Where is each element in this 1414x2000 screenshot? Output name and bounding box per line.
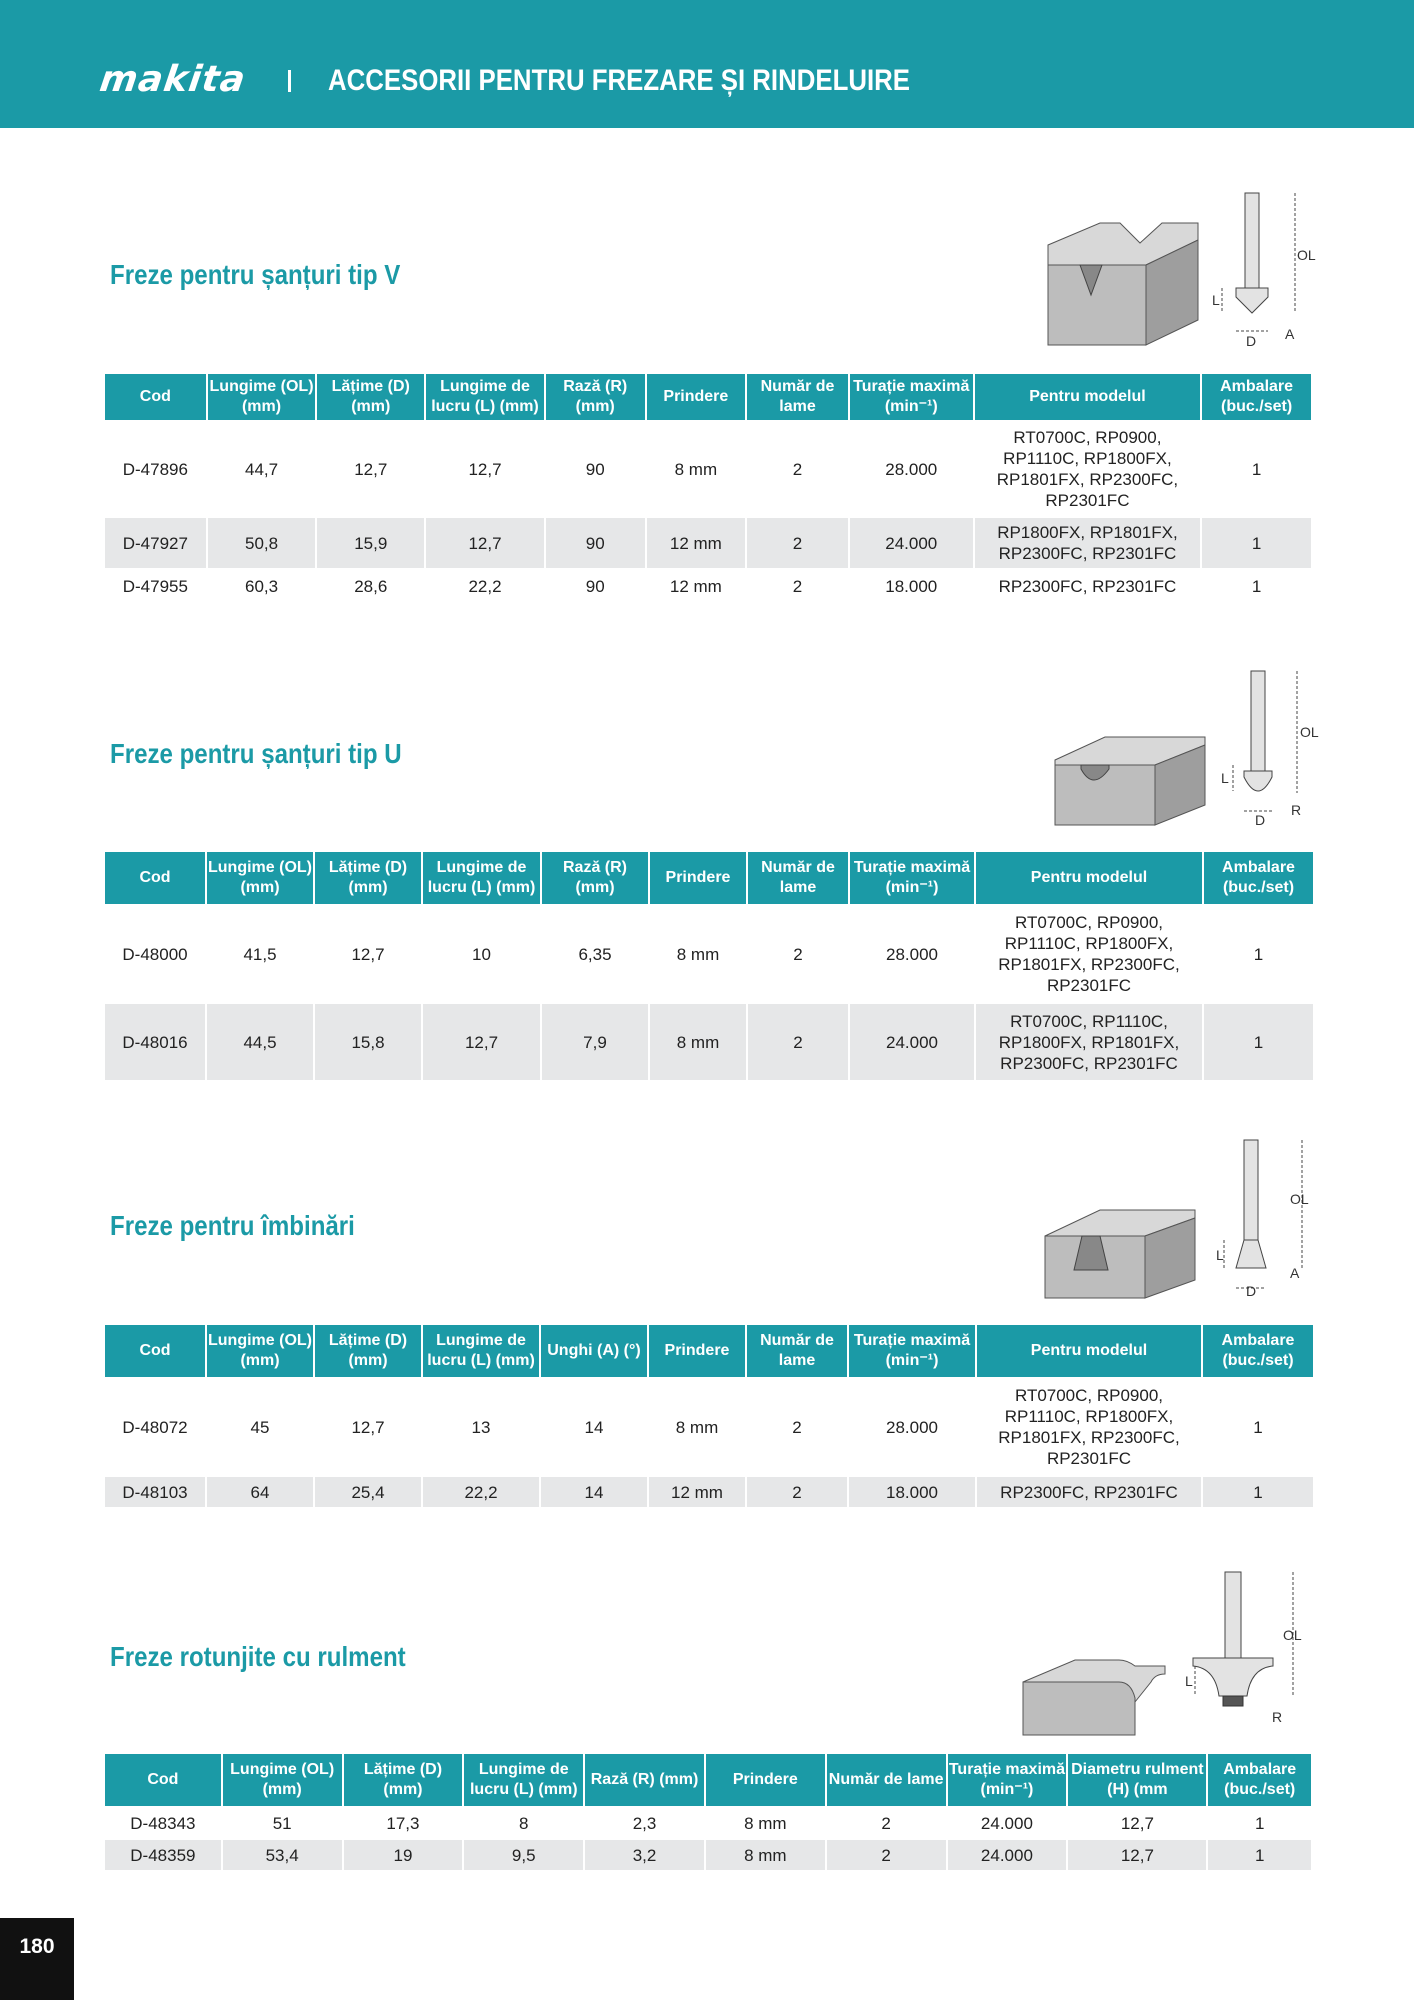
column-header: Lungime de lucru (L) (mm) (464, 1754, 583, 1806)
column-header: Lățime (D) (mm) (344, 1754, 463, 1806)
cell-code: D-48103 (105, 1477, 205, 1507)
cell: 2 (747, 518, 848, 568)
rounding-bit-diagram (1015, 1570, 1315, 1740)
cell: 64 (207, 1477, 313, 1507)
column-header: Număr de lame (747, 1325, 847, 1377)
table-row (105, 904, 1313, 1004)
cell: 51 (272, 1813, 292, 1833)
column-header: Cod (105, 1325, 205, 1377)
cell: 2 (827, 1840, 946, 1870)
cell: 8 (519, 1813, 529, 1833)
column-header: Prindere (706, 1754, 825, 1806)
cell: 2 (792, 459, 803, 479)
cell: 12,7 (1120, 1813, 1154, 1833)
cell: 8 mm (676, 944, 720, 964)
table-header-row (105, 374, 1311, 420)
dovetail-bit-diagram (1040, 1138, 1330, 1308)
u-groove-label-r: R (1291, 802, 1302, 818)
v-groove-label-a: A (1285, 326, 1295, 342)
cell: 12,7 (423, 1004, 540, 1080)
column-header: Lungime de lucru (L) (mm) (423, 1325, 539, 1377)
section-title-v-groove: Freze pentru șanțuri tip V (110, 259, 401, 290)
cell: 8 mm (744, 1813, 787, 1833)
v-groove-label-ol: OL (1297, 247, 1316, 263)
dovetail-label-l: L (1216, 1247, 1224, 1263)
cell: 6,35 (578, 944, 612, 964)
u-groove-label-ol: OL (1300, 724, 1319, 740)
rounding-label-l: L (1185, 1673, 1193, 1689)
cell: 2 (747, 1477, 847, 1507)
cell: 60,3 (244, 576, 279, 596)
v-groove-label-l: L (1212, 292, 1220, 308)
cell: 53,4 (223, 1840, 342, 1870)
cell: 8 mm (650, 1004, 746, 1080)
dovetail-label-d: D (1246, 1283, 1257, 1299)
cell: 1 (1253, 944, 1264, 964)
table-row (105, 518, 1311, 568)
column-header: Lățime (D) (mm) (315, 1325, 421, 1377)
column-header: Turație maximă (min⁻¹) (850, 374, 973, 420)
section-title-rounding: Freze rotunjite cu rulment (110, 1641, 406, 1672)
column-header: Număr de lame (747, 374, 848, 420)
cell: 19 (344, 1840, 463, 1870)
cell: 12,7 (354, 459, 388, 479)
cell: 28.000 (886, 944, 938, 964)
cell-models: RT0700C, RP0900, RP1110C, RP1800FX, RP1801FX, RP2300FC, RP2301FC (996, 428, 1179, 510)
u-groove-bit-diagram (1045, 665, 1335, 830)
cell: 44,5 (207, 1004, 313, 1080)
cell: 45 (250, 1417, 270, 1437)
cell: 25,4 (315, 1477, 421, 1507)
cell: 12,7 (351, 1417, 385, 1437)
header-divider (288, 70, 291, 92)
page-header (0, 0, 1414, 128)
dovetail-workpiece-illustration (1045, 1210, 1195, 1298)
cell: 41,5 (243, 944, 277, 964)
cell-models: RP2300FC, RP2301FC (977, 1477, 1201, 1507)
column-header: Lungime (OL) (mm) (208, 374, 316, 420)
section-title-u-groove: Freze pentru șanțuri tip U (110, 738, 402, 769)
u-groove-bit-illustration (1233, 671, 1297, 811)
column-header: Pentru modelul (976, 852, 1202, 904)
column-header: Număr de lame (748, 852, 848, 904)
cell-models: RP1800FX, RP1801FX, RP2300FC, RP2301FC (975, 518, 1201, 568)
cell-models: RT0700C, RP0900, RP1110C, RP1800FX, RP1801FX, RP2300FC, RP2301FC (998, 1386, 1180, 1468)
column-header: Rază (R) (mm) (546, 374, 645, 420)
cell: 12 mm (647, 518, 746, 568)
cell-code: D-47927 (105, 518, 206, 568)
cell: 18.000 (849, 1477, 975, 1507)
cell: 10 (472, 944, 491, 964)
cell: 15,8 (315, 1004, 421, 1080)
rounding-table (103, 1754, 1313, 1870)
rounding-label-ol: OL (1283, 1627, 1302, 1643)
table-row (105, 1477, 1313, 1507)
rounding-workpiece-illustration (1023, 1660, 1165, 1735)
cell: 14 (541, 1477, 647, 1507)
cell: 1 (1204, 1004, 1313, 1080)
column-header: Cod (105, 852, 205, 904)
joints-table (103, 1325, 1315, 1507)
cell-code: D-48343 (130, 1813, 196, 1833)
cell: 24.000 (948, 1840, 1067, 1870)
column-header: Pentru modelul (975, 374, 1201, 420)
column-header: Ambalare (buc./set) (1204, 852, 1313, 904)
cell: 1 (1251, 576, 1262, 596)
cell-code: D-47955 (122, 576, 188, 596)
v-groove-bit-illustration (1222, 193, 1295, 331)
column-header: Turație maximă (min⁻¹) (850, 852, 974, 904)
table-row (105, 1806, 1311, 1840)
section-title-joints: Freze pentru îmbinări (110, 1210, 355, 1241)
cell: 1 (1254, 1813, 1265, 1833)
cell: 44,7 (244, 459, 279, 479)
page-number: 180 (19, 1935, 55, 1958)
cell: 15,9 (317, 518, 424, 568)
table-header-row (105, 1754, 1311, 1806)
column-header: Lungime (OL) (mm) (207, 852, 313, 904)
column-header: Număr de lame (827, 1754, 946, 1806)
cell: 12 mm (669, 576, 722, 596)
table-header-row (105, 852, 1313, 904)
cell: 12,7 (351, 944, 385, 964)
cell: 9,5 (464, 1840, 583, 1870)
cell: 13 (471, 1417, 491, 1437)
column-header: Pentru modelul (977, 1325, 1201, 1377)
u-groove-workpiece-illustration (1055, 737, 1205, 825)
column-header: Unghi (A) (°) (541, 1325, 647, 1377)
cell: 14 (584, 1417, 604, 1437)
cell-code: D-48072 (122, 1417, 188, 1437)
cell: 2 (792, 576, 803, 596)
cell: 1 (1208, 1840, 1311, 1870)
cell-models: RT0700C, RP0900, RP1110C, RP1800FX, RP1801FX, RP2300FC, RP2301FC (998, 913, 1180, 995)
dovetail-label-ol: OL (1290, 1191, 1309, 1207)
cell-code: D-48359 (105, 1840, 221, 1870)
cell: 12,7 (1068, 1840, 1206, 1870)
cell: 8 mm (675, 1417, 719, 1437)
column-header: Lățime (D) (mm) (315, 852, 421, 904)
table-row (105, 1004, 1313, 1080)
page-title: ACCESORII PENTRU FREZARE ȘI RINDELUIRE (328, 64, 910, 97)
v-groove-workpiece-illustration (1048, 223, 1198, 345)
column-header: Ambalare (buc./set) (1202, 374, 1311, 420)
brand-logo: makita (97, 59, 249, 100)
cell: 8 mm (674, 459, 718, 479)
cell: 18.000 (885, 576, 938, 596)
cell: 90 (585, 459, 605, 479)
cell: 90 (546, 518, 645, 568)
cell-models: RT0700C, RP1110C, RP1800FX, RP1801FX, RP2300FC, RP2301FC (976, 1004, 1202, 1080)
v-groove-table (103, 374, 1313, 604)
cell: 90 (585, 576, 605, 596)
cell: 28.000 (885, 459, 938, 479)
cell: 24.000 (850, 518, 973, 568)
table-row (105, 1840, 1311, 1870)
column-header: Lățime (D) (mm) (317, 374, 424, 420)
cell: 24.000 (850, 1004, 974, 1080)
cell: 2 (792, 1417, 802, 1437)
rounding-bit-illustration (1193, 1572, 1293, 1706)
column-header: Cod (105, 1754, 221, 1806)
column-header: Ambalare (buc./set) (1208, 1754, 1311, 1806)
cell-code: D-47896 (122, 459, 188, 479)
cell: 12,7 (426, 518, 544, 568)
cell: 1 (1253, 1417, 1263, 1437)
cell: 17,3 (386, 1813, 420, 1833)
cell: 2,3 (632, 1813, 657, 1833)
dovetail-label-a: A (1290, 1265, 1300, 1281)
cell: 1 (1251, 459, 1262, 479)
column-header: Turație maximă (min⁻¹) (948, 1754, 1067, 1806)
column-header: Rază (R) (mm) (585, 1754, 704, 1806)
column-header: Rază (R) (mm) (542, 852, 648, 904)
column-header: Cod (105, 374, 206, 420)
cell: 3,2 (585, 1840, 704, 1870)
rounding-label-r: R (1272, 1709, 1283, 1725)
v-groove-bit-diagram (1040, 185, 1330, 355)
cell: 12 mm (649, 1477, 745, 1507)
table-header-row (105, 1325, 1313, 1377)
column-header: Turație maximă (min⁻¹) (849, 1325, 975, 1377)
cell-models: RP2300FC, RP2301FC (998, 576, 1177, 596)
column-header: Ambalare (buc./set) (1203, 1325, 1313, 1377)
cell: 24.000 (980, 1813, 1033, 1833)
cell: 1 (1203, 1477, 1313, 1507)
table-row (105, 568, 1311, 604)
cell: 1 (1202, 518, 1311, 568)
column-header: Lungime (OL) (mm) (223, 1754, 342, 1806)
cell: 2 (793, 944, 803, 964)
table-row (105, 1377, 1313, 1477)
column-header: Prindere (650, 852, 746, 904)
cell: 2 (881, 1813, 891, 1833)
column-header: Lungime de lucru (L) (mm) (426, 374, 544, 420)
cell: 7,9 (542, 1004, 648, 1080)
cell-code: D-48016 (105, 1004, 205, 1080)
cell: 50,8 (208, 518, 316, 568)
table-row (105, 420, 1311, 518)
column-header: Lungime de lucru (L) (mm) (423, 852, 540, 904)
cell: 8 mm (706, 1840, 825, 1870)
cell-code: D-48000 (122, 944, 188, 964)
cell: 28,6 (354, 576, 388, 596)
u-groove-label-d: D (1255, 812, 1266, 828)
cell: 12,7 (468, 459, 502, 479)
cell: 2 (748, 1004, 848, 1080)
cell: 22,2 (423, 1477, 539, 1507)
column-header: Lungime (OL) (mm) (207, 1325, 313, 1377)
v-groove-label-d: D (1246, 333, 1257, 349)
column-header: Prindere (647, 374, 746, 420)
u-groove-table (103, 852, 1315, 1080)
column-header: Diametru rulment (H) (mm (1068, 1754, 1206, 1806)
cell: 28.000 (886, 1417, 938, 1437)
cell: 22,2 (468, 576, 502, 596)
u-groove-label-l: L (1221, 770, 1229, 786)
column-header: Prindere (649, 1325, 745, 1377)
